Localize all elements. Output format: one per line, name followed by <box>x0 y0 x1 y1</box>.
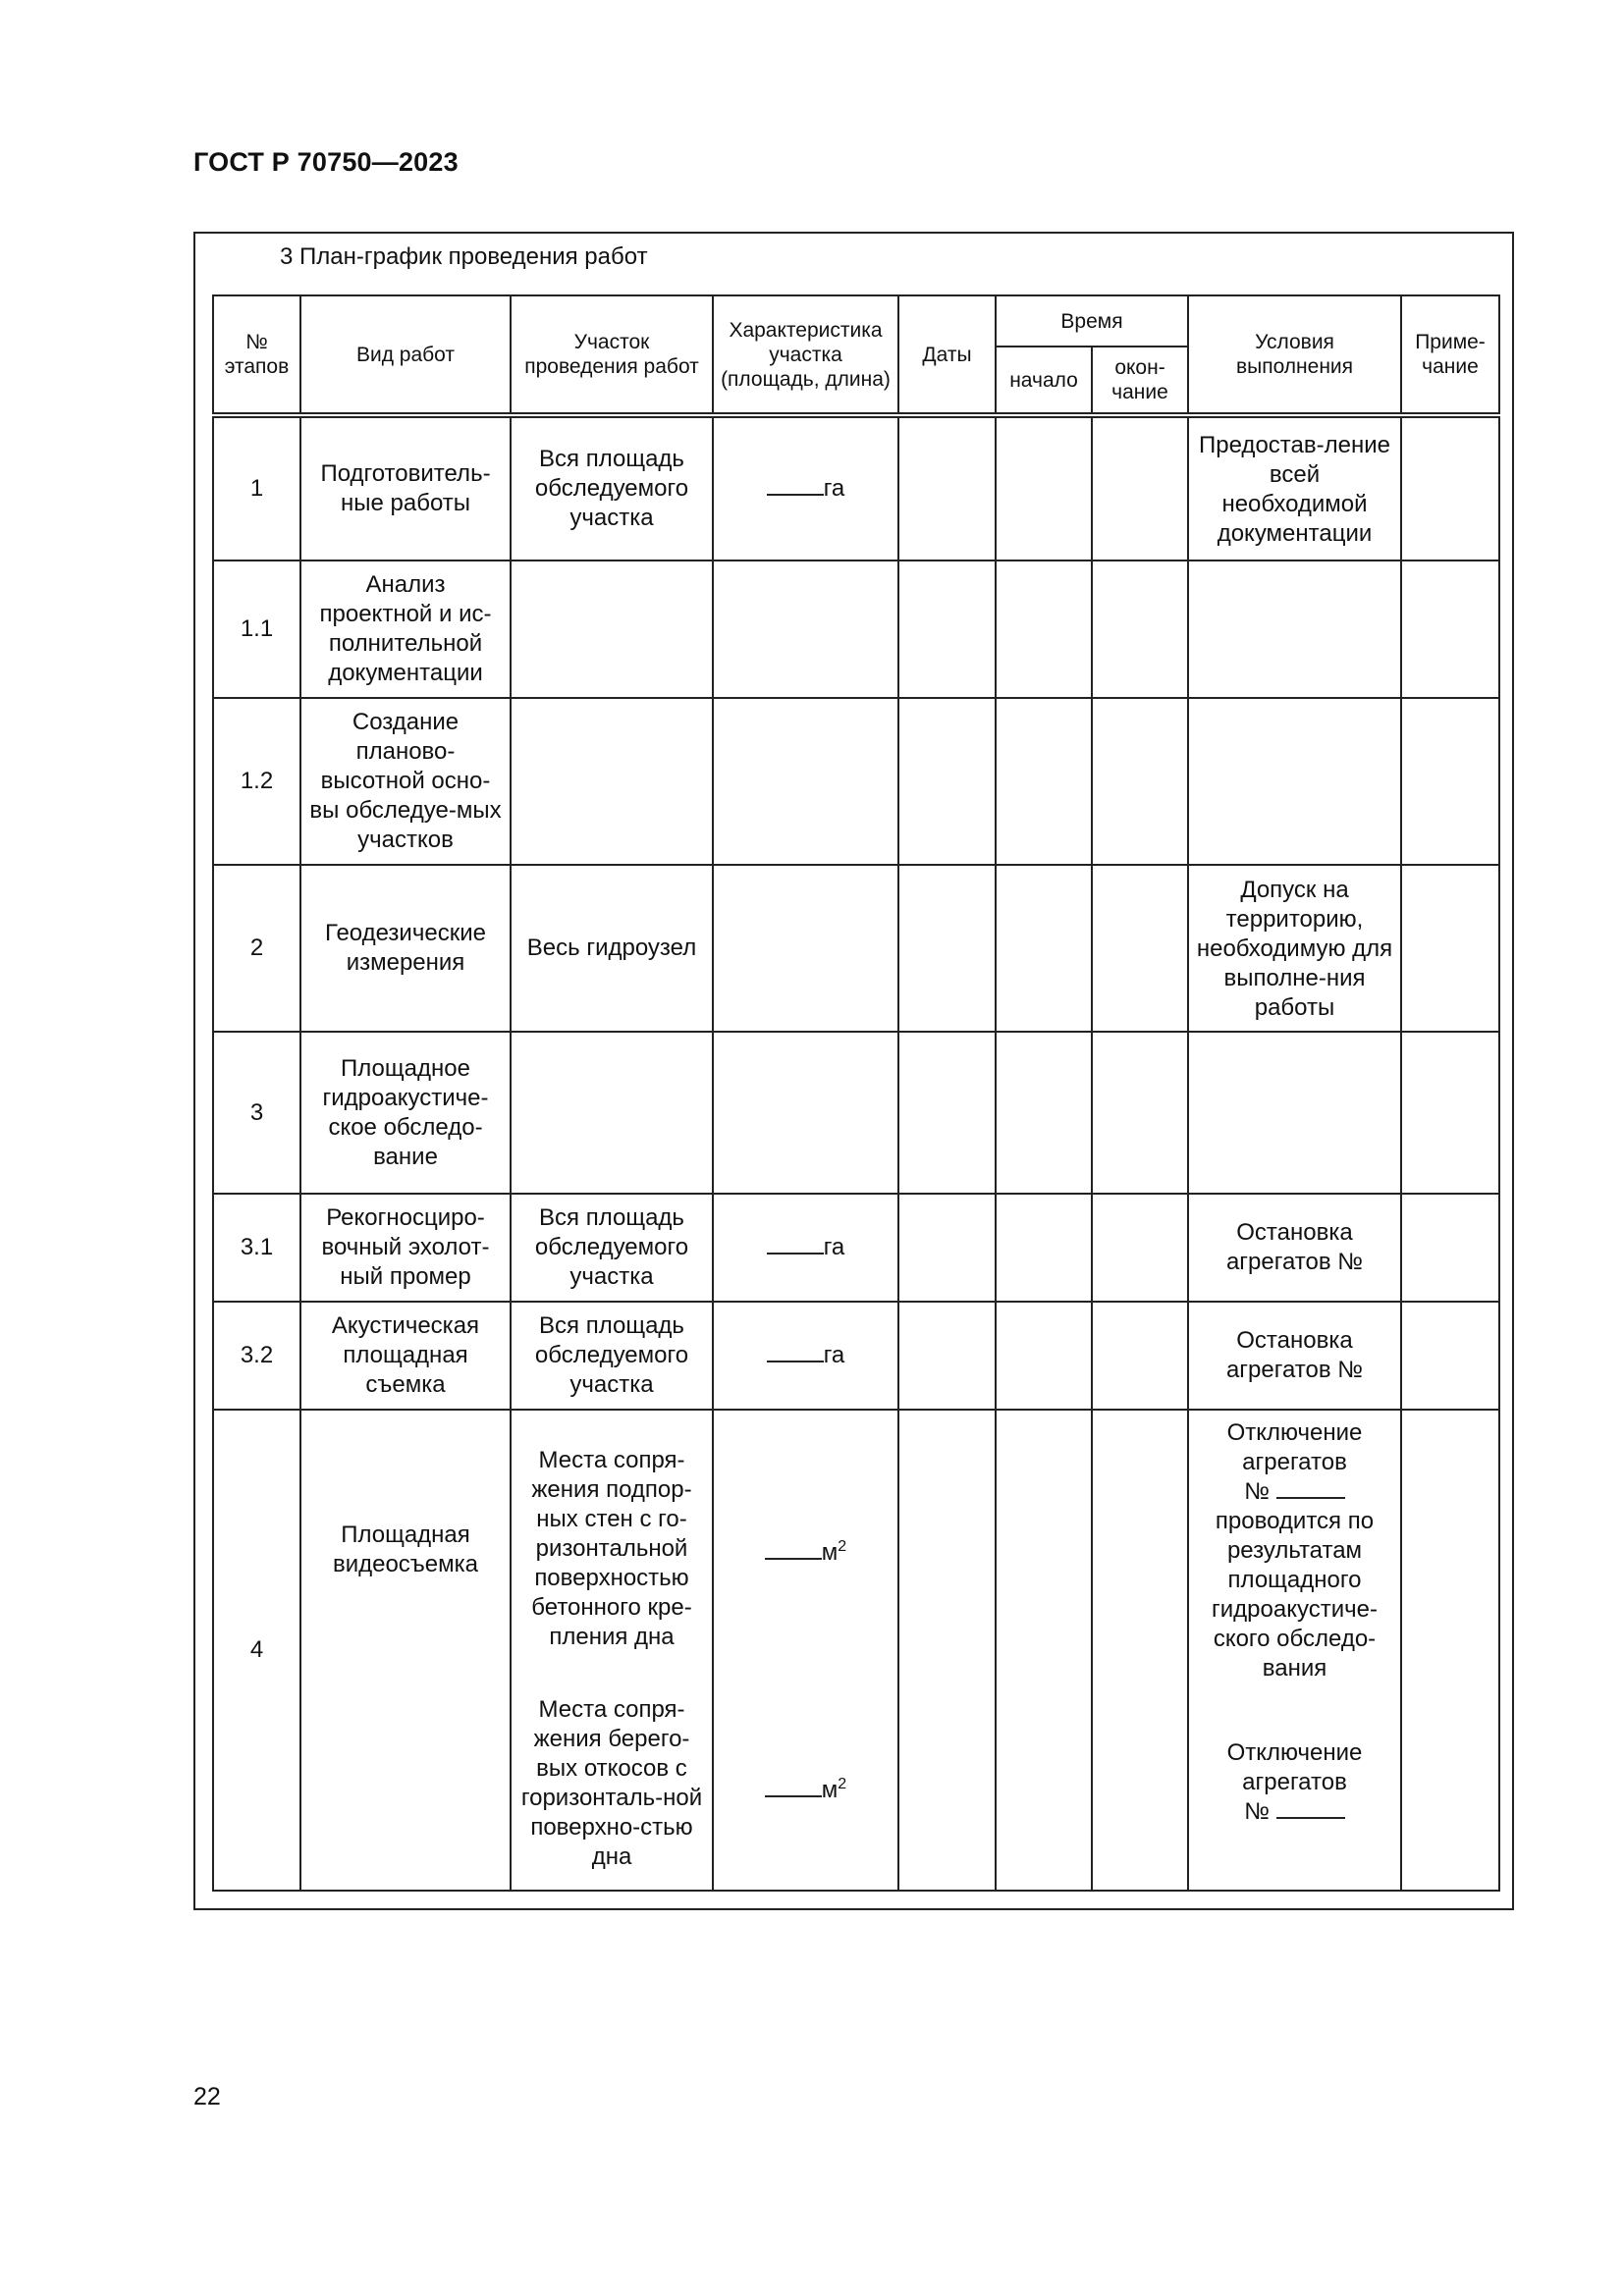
cell-start <box>996 1302 1092 1410</box>
row-1-no: 1 <box>213 415 300 561</box>
row-3-1-characteristic <box>713 1194 898 1302</box>
cell-dates <box>898 1032 996 1194</box>
header-stage-no: № этапов <box>213 295 300 415</box>
row-3-2-site: Вся площадь обследуемого участка <box>511 1302 713 1410</box>
row-4-conditions <box>1188 1410 1401 1891</box>
cell-end <box>1092 1302 1188 1410</box>
cell-characteristic <box>713 561 898 698</box>
row-2-no: 2 <box>213 865 300 1032</box>
row-2-conditions: Допуск на территорию, необходимую для выполне-ния работы <box>1188 865 1401 1032</box>
row-3-work: Площадное гидроакустиче-ское обследо-вание <box>300 1032 511 1194</box>
unit-superscript: 2 <box>838 1538 847 1555</box>
unit-label: м <box>821 1777 839 1803</box>
header-time-end: окон-чание <box>1092 347 1188 415</box>
table-row <box>213 561 1499 698</box>
row-4-no: 4 <box>213 1410 300 1891</box>
row-1-1-no: 1.1 <box>213 561 300 698</box>
row-4-char-a <box>720 1538 892 1568</box>
cell-characteristic <box>713 1032 898 1194</box>
blank-line <box>1276 1797 1345 1819</box>
row-3-1-site: Вся площадь обследуемого участка <box>511 1194 713 1302</box>
cell-dates <box>898 561 996 698</box>
row-3-2-characteristic <box>713 1302 898 1410</box>
header-characteristic: Характеристика участка (площадь, длина) <box>713 295 898 415</box>
row-3-1-work: Рекогносциро-вочный эхолот-ный промер <box>300 1194 511 1302</box>
cell-end <box>1092 561 1188 698</box>
row-2-work: Геодезические измерения <box>300 865 511 1032</box>
cell-conditions <box>1188 698 1401 865</box>
row-4-cond-a-no-line <box>1195 1477 1394 1507</box>
cell-end <box>1092 698 1188 865</box>
cell-start <box>996 561 1092 698</box>
blank-line <box>1276 1477 1345 1499</box>
row-3-2-no: 3.2 <box>213 1302 300 1410</box>
cell-start <box>996 865 1092 1032</box>
row-1-conditions: Предостав-ление всей необходимой документации <box>1188 415 1401 561</box>
table-row <box>213 415 1499 561</box>
row-3-1-no: 3.1 <box>213 1194 300 1302</box>
row-1-site: Вся площадь обследуемого участка <box>511 415 713 561</box>
cell-start <box>996 1032 1092 1194</box>
row-4-cond-b-pre: Отключение агрегатов <box>1226 1739 1363 1795</box>
row-1-characteristic <box>713 415 898 561</box>
section-title: 3 План-график проведения работ <box>280 243 648 270</box>
document-header: ГОСТ Р 70750—2023 <box>193 147 459 177</box>
row-4-site-b: Места сопря-жения берего-вых откосов с горизонталь-ной поверхно-стью дна <box>520 1696 703 1870</box>
row-4-cond-a-post: проводится по результатам площадного гидроакустиче-ского обследо-вания <box>1212 1508 1378 1682</box>
cell-end <box>1092 1194 1188 1302</box>
cell-start <box>996 1194 1092 1302</box>
cell-dates <box>898 415 996 561</box>
cell-end <box>1092 1032 1188 1194</box>
cell-site <box>511 698 713 865</box>
blank-line <box>767 1233 824 1255</box>
header-time-start: начало <box>996 347 1092 415</box>
table-row <box>213 1032 1499 1194</box>
row-1-work: Подготовитель-ные работы <box>300 415 511 561</box>
page-number: 22 <box>193 2083 221 2110</box>
header-dates: Даты <box>898 295 996 415</box>
cell-note <box>1401 1302 1499 1410</box>
row-4-characteristic <box>713 1410 898 1891</box>
row-3-2-conditions: Остановка агрегатов № <box>1188 1302 1401 1410</box>
unit-label: м <box>821 1539 839 1566</box>
cell-note <box>1401 1032 1499 1194</box>
table-row <box>213 698 1499 865</box>
table-row <box>213 1194 1499 1302</box>
row-3-1-conditions: Остановка агрегатов № <box>1188 1194 1401 1302</box>
cell-characteristic <box>713 865 898 1032</box>
cell-end <box>1092 1410 1188 1891</box>
header-note: Приме-чание <box>1401 295 1499 415</box>
unit-label: га <box>823 1342 845 1368</box>
plan-schedule-table <box>212 294 1500 1892</box>
row-4-char-b <box>720 1776 892 1805</box>
cell-dates <box>898 1194 996 1302</box>
blank-line <box>767 474 824 496</box>
cell-dates <box>898 1302 996 1410</box>
blank-line <box>767 1341 824 1362</box>
table-frame <box>193 232 1514 1910</box>
row-1-2-no: 1.2 <box>213 698 300 865</box>
cell-dates <box>898 865 996 1032</box>
row-4-site-a: Места сопря-жения подпор-ных стен с го-ризонтальной поверхностью бетонного кре-пления дна <box>531 1447 692 1650</box>
cell-start <box>996 698 1092 865</box>
row-4-cond-b-no-line <box>1195 1797 1394 1827</box>
row-3-no: 3 <box>213 1032 300 1194</box>
row-4-work: Площадная видеосъемка <box>300 1410 511 1891</box>
cell-conditions <box>1188 561 1401 698</box>
header-work-type: Вид работ <box>300 295 511 415</box>
cell-start <box>996 1410 1092 1891</box>
cell-note <box>1401 1410 1499 1891</box>
blank-line <box>765 1538 822 1560</box>
row-1-2-work: Создание планово-высотной осно-вы обследуе-мых участков <box>300 698 511 865</box>
cell-site <box>511 561 713 698</box>
cell-end <box>1092 415 1188 561</box>
header-conditions: Условия выполнения <box>1188 295 1401 415</box>
cell-note <box>1401 865 1499 1032</box>
table-row <box>213 865 1499 1032</box>
table-row <box>213 1302 1499 1410</box>
cell-characteristic <box>713 698 898 865</box>
cell-note <box>1401 415 1499 561</box>
row-4-cond-a-pre: Отключение агрегатов <box>1226 1419 1363 1475</box>
cell-conditions <box>1188 1032 1401 1194</box>
header-site: Участок проведения работ <box>511 295 713 415</box>
unit-label: га <box>823 1234 845 1260</box>
number-sign: № <box>1244 1478 1271 1505</box>
table-row <box>213 1410 1499 1891</box>
row-2-site: Весь гидроузел <box>511 865 713 1032</box>
cell-note <box>1401 1194 1499 1302</box>
cell-site <box>511 1032 713 1194</box>
row-3-2-work: Акустическая площадная съемка <box>300 1302 511 1410</box>
unit-superscript: 2 <box>838 1776 847 1792</box>
cell-note <box>1401 561 1499 698</box>
unit-label: га <box>823 475 845 502</box>
cell-note <box>1401 698 1499 865</box>
row-4-site <box>511 1410 713 1891</box>
cell-start <box>996 415 1092 561</box>
header-time: Время <box>996 295 1188 347</box>
cell-dates <box>898 1410 996 1891</box>
blank-line <box>765 1776 822 1797</box>
number-sign: № <box>1244 1798 1271 1825</box>
cell-dates <box>898 698 996 865</box>
row-1-1-work: Анализ проектной и ис-полнительной документации <box>300 561 511 698</box>
cell-end <box>1092 865 1188 1032</box>
